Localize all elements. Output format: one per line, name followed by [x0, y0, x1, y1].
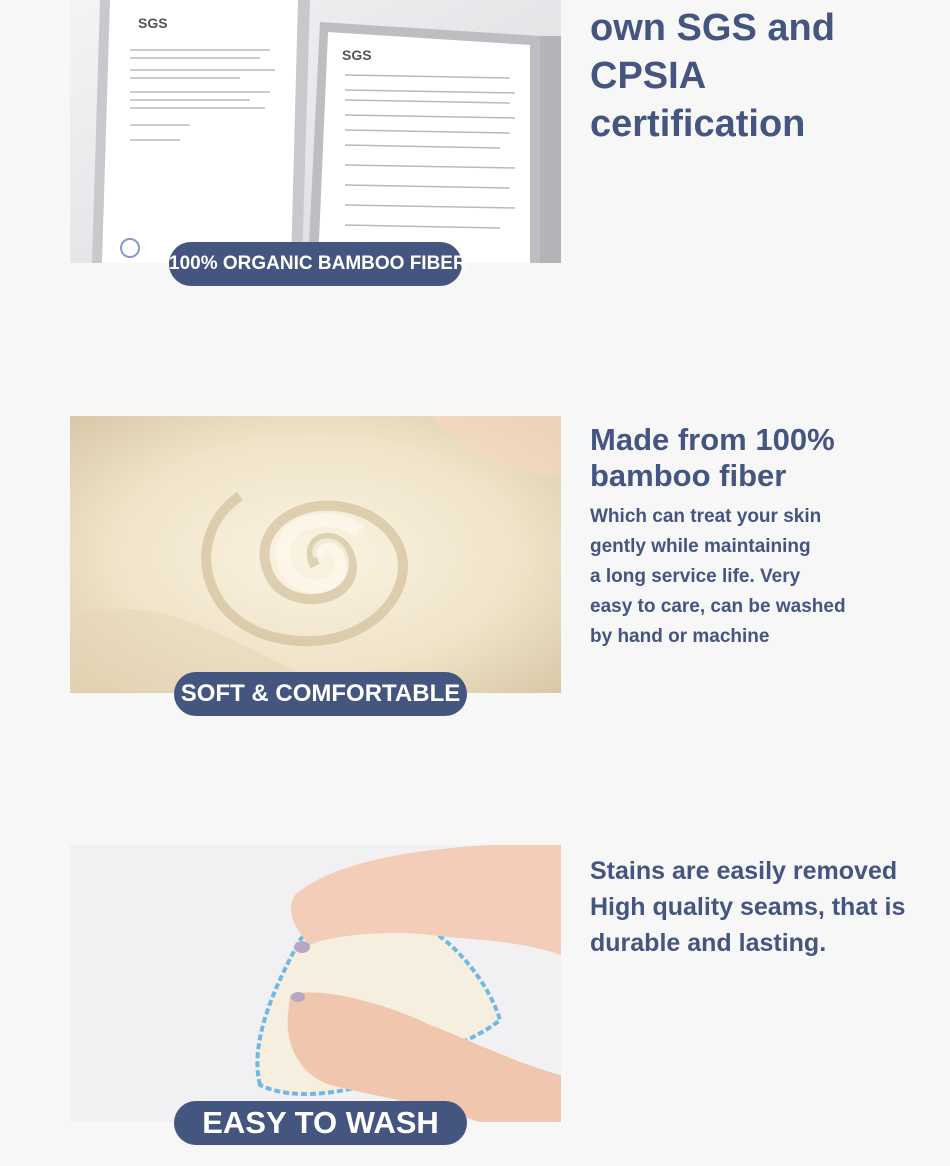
- heading-line: Made from 100%: [590, 422, 835, 457]
- hands-washing-illustration: [70, 845, 561, 1122]
- certificate-frames-illustration: [70, 0, 561, 263]
- description-line: by hand or machine: [590, 626, 770, 647]
- description-line: easy to care, can be washed: [590, 596, 846, 617]
- sgs-logo-left: SGS: [138, 15, 168, 31]
- soft-comfortable-badge: SOFT & COMFORTABLE: [174, 672, 467, 716]
- section-certification: [0, 0, 950, 300]
- organic-bamboo-badge: 100% ORGANIC BAMBOO FIBER: [169, 242, 462, 286]
- towel-image: [70, 416, 561, 693]
- bamboo-description: [590, 502, 846, 652]
- bamboo-heading: [590, 422, 835, 494]
- heading-line: CPSIA: [590, 55, 707, 97]
- description-line: High quality seams, that is: [590, 893, 906, 921]
- section-soft: [0, 416, 950, 716]
- heading-line: certification: [590, 103, 806, 145]
- heading-line: bamboo fiber: [590, 458, 787, 493]
- heading-line: own SGS and: [590, 7, 835, 49]
- description-line: Stains are easily removed: [590, 857, 898, 885]
- rolled-towel-illustration: [70, 416, 561, 693]
- easy-to-wash-badge: EASY TO WASH: [174, 1101, 467, 1145]
- description-line: durable and lasting.: [590, 929, 827, 957]
- sgs-logo-right: SGS: [342, 47, 372, 63]
- description-line: Which can treat your skin: [590, 506, 822, 527]
- description-line: gently while maintaining: [590, 536, 811, 557]
- section-wash: [0, 845, 950, 1145]
- stains-description: [590, 853, 905, 961]
- description-line: a long service life. Very: [590, 566, 801, 587]
- certificate-image: [70, 0, 561, 263]
- certification-heading: [590, 4, 835, 148]
- washing-image: [70, 845, 561, 1122]
